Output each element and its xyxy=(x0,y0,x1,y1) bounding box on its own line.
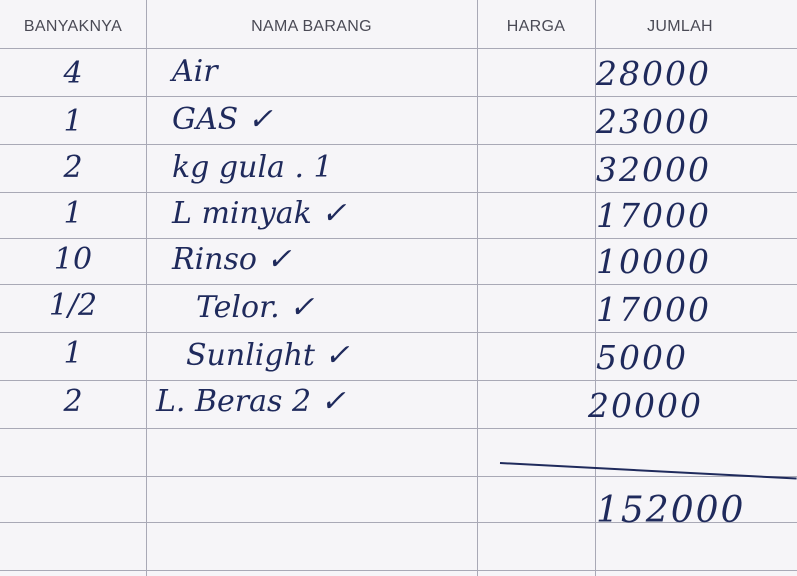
header-nama-barang: NAMA BARANG xyxy=(251,18,372,35)
jumlah-value: 20000 xyxy=(588,386,703,425)
item-text: L minyak xyxy=(172,196,312,231)
check-mark-icon: ✓ xyxy=(320,384,346,419)
row-rule xyxy=(0,96,797,97)
item-name xyxy=(196,290,314,325)
item-text: kg gula . 1 xyxy=(172,150,333,185)
row-rule xyxy=(0,428,797,429)
qty-value: 2 xyxy=(63,150,83,185)
jumlah-value: 23000 xyxy=(596,102,711,141)
header-rule xyxy=(0,48,797,49)
jumlah-value: 32000 xyxy=(596,150,711,189)
column-divider xyxy=(477,0,478,576)
item-name xyxy=(172,54,218,89)
check-mark-icon: ✓ xyxy=(266,242,292,277)
total-value: 152000 xyxy=(596,490,746,531)
row-rule xyxy=(0,476,797,477)
qty-value: 4 xyxy=(63,56,83,91)
item-name xyxy=(172,242,292,277)
item-text: Rinso xyxy=(172,242,257,277)
row-rule xyxy=(0,238,797,239)
jumlah-value: 10000 xyxy=(596,242,711,281)
qty-value: 1 xyxy=(63,336,83,371)
jumlah-value: 5000 xyxy=(596,338,688,377)
row-rule xyxy=(0,192,797,193)
check-mark-icon: ✓ xyxy=(247,102,273,137)
qty-value: 2 xyxy=(63,384,83,419)
check-mark-icon: ✓ xyxy=(289,290,315,325)
header-jumlah: JUMLAH xyxy=(647,18,713,35)
qty-value: 1 xyxy=(63,104,83,139)
header-harga: HARGA xyxy=(506,18,566,35)
item-text: Air xyxy=(172,54,218,89)
column-divider xyxy=(146,0,147,576)
item-name xyxy=(172,150,333,185)
item-text: Sunlight xyxy=(186,338,315,373)
item-text: L. Beras 2 xyxy=(156,384,312,419)
qty-value: 1/2 xyxy=(48,288,98,323)
check-mark-icon: ✓ xyxy=(321,196,347,231)
item-text: GAS xyxy=(172,102,239,137)
jumlah-value: 17000 xyxy=(596,196,711,235)
jumlah-value: 28000 xyxy=(596,54,711,93)
qty-value: 10 xyxy=(53,242,93,277)
item-text: Telor. xyxy=(196,290,280,325)
row-rule xyxy=(0,144,797,145)
row-rule xyxy=(0,332,797,333)
item-name xyxy=(172,196,347,231)
qty-value: 1 xyxy=(63,196,83,231)
item-name xyxy=(172,102,273,137)
jumlah-value: 17000 xyxy=(596,290,711,329)
header-banyaknya: BANYAKNYA xyxy=(23,18,123,35)
row-rule xyxy=(0,284,797,285)
row-rule xyxy=(0,380,797,381)
check-mark-icon: ✓ xyxy=(324,338,350,373)
item-name xyxy=(156,384,346,419)
item-name xyxy=(186,338,350,373)
row-rule xyxy=(0,570,797,571)
